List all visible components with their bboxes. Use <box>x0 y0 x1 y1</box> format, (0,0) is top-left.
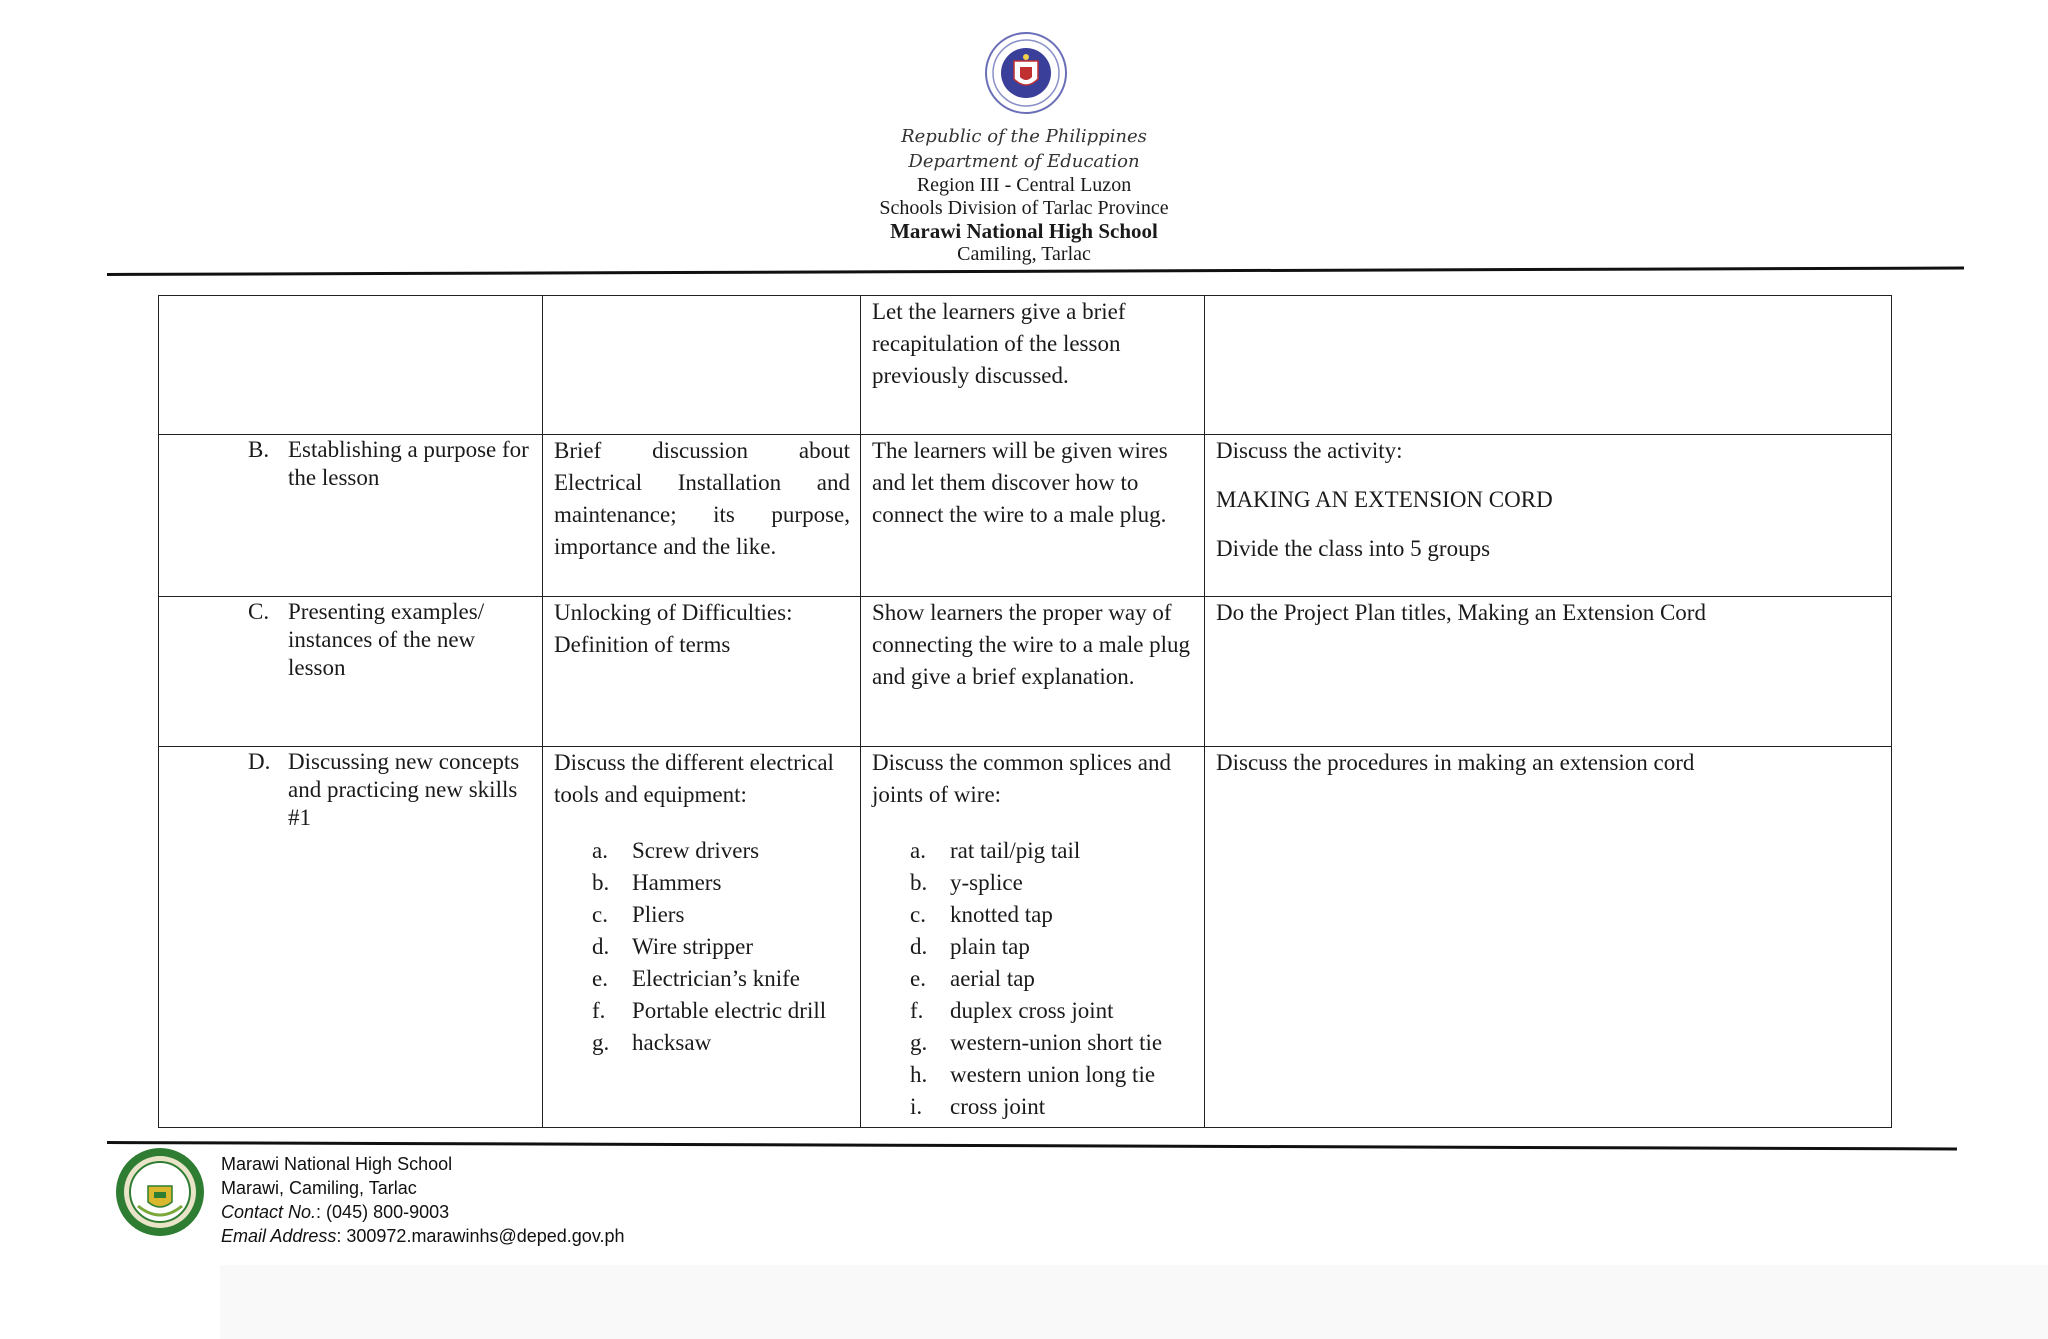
activity-cell <box>1205 435 1892 597</box>
list-text: Hammers <box>632 870 722 895</box>
list-letter: b. <box>910 870 928 895</box>
list-item <box>554 867 850 899</box>
step-letter: B. <box>248 437 270 462</box>
table-cell <box>543 296 861 435</box>
list-item <box>554 995 850 1027</box>
list-letter: e. <box>910 966 926 991</box>
list-item <box>872 899 1194 931</box>
step-label: Establishing a purpose for the lesson <box>288 437 529 490</box>
school-location: Camiling, Tarlac <box>957 243 1091 265</box>
letterhead <box>0 124 2048 266</box>
wire-discovery-cell: The learners will be given wires and let them discover how to connect the wire to a male plug. <box>861 435 1205 597</box>
splices-intro: Discuss the common splices and joints of wire: <box>872 750 1171 807</box>
list-item <box>872 963 1194 995</box>
page-shade <box>220 1265 2048 1339</box>
list-text: Wire stripper <box>632 934 754 959</box>
footer-school: Marawi National High School <box>221 1154 453 1174</box>
region-line: Region III - Central Luzon <box>916 174 1132 196</box>
contact-label: Contact No. <box>221 1202 317 1222</box>
list-item <box>554 963 850 995</box>
step-cell <box>159 435 543 597</box>
tools-intro: Discuss the different electrical tools and equipment: <box>554 750 834 807</box>
list-letter: f. <box>910 998 924 1023</box>
footer-email <box>221 1224 625 1248</box>
list-letter: d. <box>592 934 610 959</box>
division-line: Schools Division of Tarlac Province <box>879 197 1169 219</box>
list-letter: c. <box>592 902 608 927</box>
lesson-plan-table <box>158 295 1892 1128</box>
list-text: cross joint <box>950 1094 1046 1119</box>
table-cell <box>1205 296 1892 435</box>
list-item <box>872 835 1194 867</box>
text-line: Brief discussion about <box>554 438 850 463</box>
list-letter: c. <box>910 902 926 927</box>
project-plan-cell: Do the Project Plan titles, Making an Extension Cord <box>1205 597 1892 747</box>
list-text: Screw drivers <box>632 838 760 863</box>
table-row <box>159 597 1892 747</box>
demonstration-cell: Show learners the proper way of connecting the wire to a male plug and give a brief explanation. <box>861 597 1205 747</box>
step-letter: D. <box>248 749 271 774</box>
tools-cell <box>543 747 861 1128</box>
list-item <box>872 1059 1194 1091</box>
text-line: Electrical Installation and <box>554 470 850 495</box>
table-row <box>159 435 1892 597</box>
department-line: Department of Education <box>908 151 1140 172</box>
activity-grouping: Divide the class into 5 groups <box>1216 536 1491 561</box>
list-text: knotted tap <box>950 902 1053 927</box>
list-item <box>872 931 1194 963</box>
list-item <box>554 931 850 963</box>
header-divider <box>107 267 1964 276</box>
text-line: maintenance; its purpose, <box>554 502 850 527</box>
list-letter: d. <box>910 934 928 959</box>
difficulties-cell: Unlocking of Difficulties: Definition of terms <box>543 597 861 747</box>
list-item <box>872 995 1194 1027</box>
footer-divider <box>107 1141 1957 1150</box>
text-line: importance and the like. <box>554 534 777 559</box>
deped-seal-icon <box>984 31 1068 115</box>
list-item <box>872 867 1194 899</box>
footer-address: Marawi, Camiling, Tarlac <box>221 1178 417 1198</box>
list-letter: g. <box>592 1030 610 1055</box>
step-label: Discussing new concepts and practicing new skills #1 <box>288 749 520 830</box>
school-logo-icon <box>114 1146 206 1238</box>
list-item <box>554 835 850 867</box>
table-cell <box>159 296 543 435</box>
list-text: Electrician’s knife <box>632 966 800 991</box>
list-letter: a. <box>592 838 608 863</box>
table-row <box>159 296 1892 435</box>
activity-intro: Discuss the activity: <box>1216 438 1403 463</box>
list-text: western-union short tie <box>950 1030 1163 1055</box>
table-row <box>159 747 1892 1128</box>
step-letter: C. <box>248 599 270 624</box>
tools-list <box>554 835 850 1059</box>
list-text: aerial tap <box>950 966 1035 991</box>
list-item <box>554 899 850 931</box>
splices-cell <box>861 747 1205 1128</box>
list-text: duplex cross joint <box>950 998 1114 1023</box>
splices-list <box>872 835 1194 1123</box>
list-item <box>872 1091 1194 1123</box>
list-text: hacksaw <box>632 1030 712 1055</box>
purpose-discussion-cell <box>543 435 861 597</box>
republic-line: Republic of the Philippines <box>901 126 1147 147</box>
email-value: : 300972.marawinhs@deped.gov.ph <box>336 1226 625 1246</box>
step-cell <box>159 747 543 1128</box>
contact-value: : (045) 800-9003 <box>316 1202 450 1222</box>
list-text: Portable electric drill <box>632 998 827 1023</box>
step-label: Presenting examples/ instances of the new lesson <box>288 599 485 680</box>
list-letter: i. <box>910 1094 923 1119</box>
list-item <box>554 1027 850 1059</box>
list-text: rat tail/pig tail <box>950 838 1081 863</box>
procedures-cell: Discuss the procedures in making an extension cord <box>1205 747 1892 1128</box>
list-text: western union long tie <box>950 1062 1156 1087</box>
recap-cell: Let the learners give a brief recapitulation of the lesson previously discussed. <box>861 296 1205 435</box>
list-letter: h. <box>910 1062 928 1087</box>
list-letter: f. <box>592 998 606 1023</box>
activity-title: MAKING AN EXTENSION CORD <box>1216 487 1553 512</box>
list-letter: a. <box>910 838 926 863</box>
list-letter: e. <box>592 966 608 991</box>
list-text: y-splice <box>950 870 1023 895</box>
list-letter: g. <box>910 1030 928 1055</box>
list-text: Pliers <box>632 902 685 927</box>
list-text: plain tap <box>950 934 1030 959</box>
footer-phone <box>221 1200 625 1224</box>
email-label: Email Address <box>221 1226 337 1246</box>
step-cell <box>159 597 543 747</box>
school-name: Marawi National High School <box>890 219 1158 243</box>
list-item <box>872 1027 1194 1059</box>
list-letter: b. <box>592 870 610 895</box>
footer-contact <box>221 1152 625 1248</box>
